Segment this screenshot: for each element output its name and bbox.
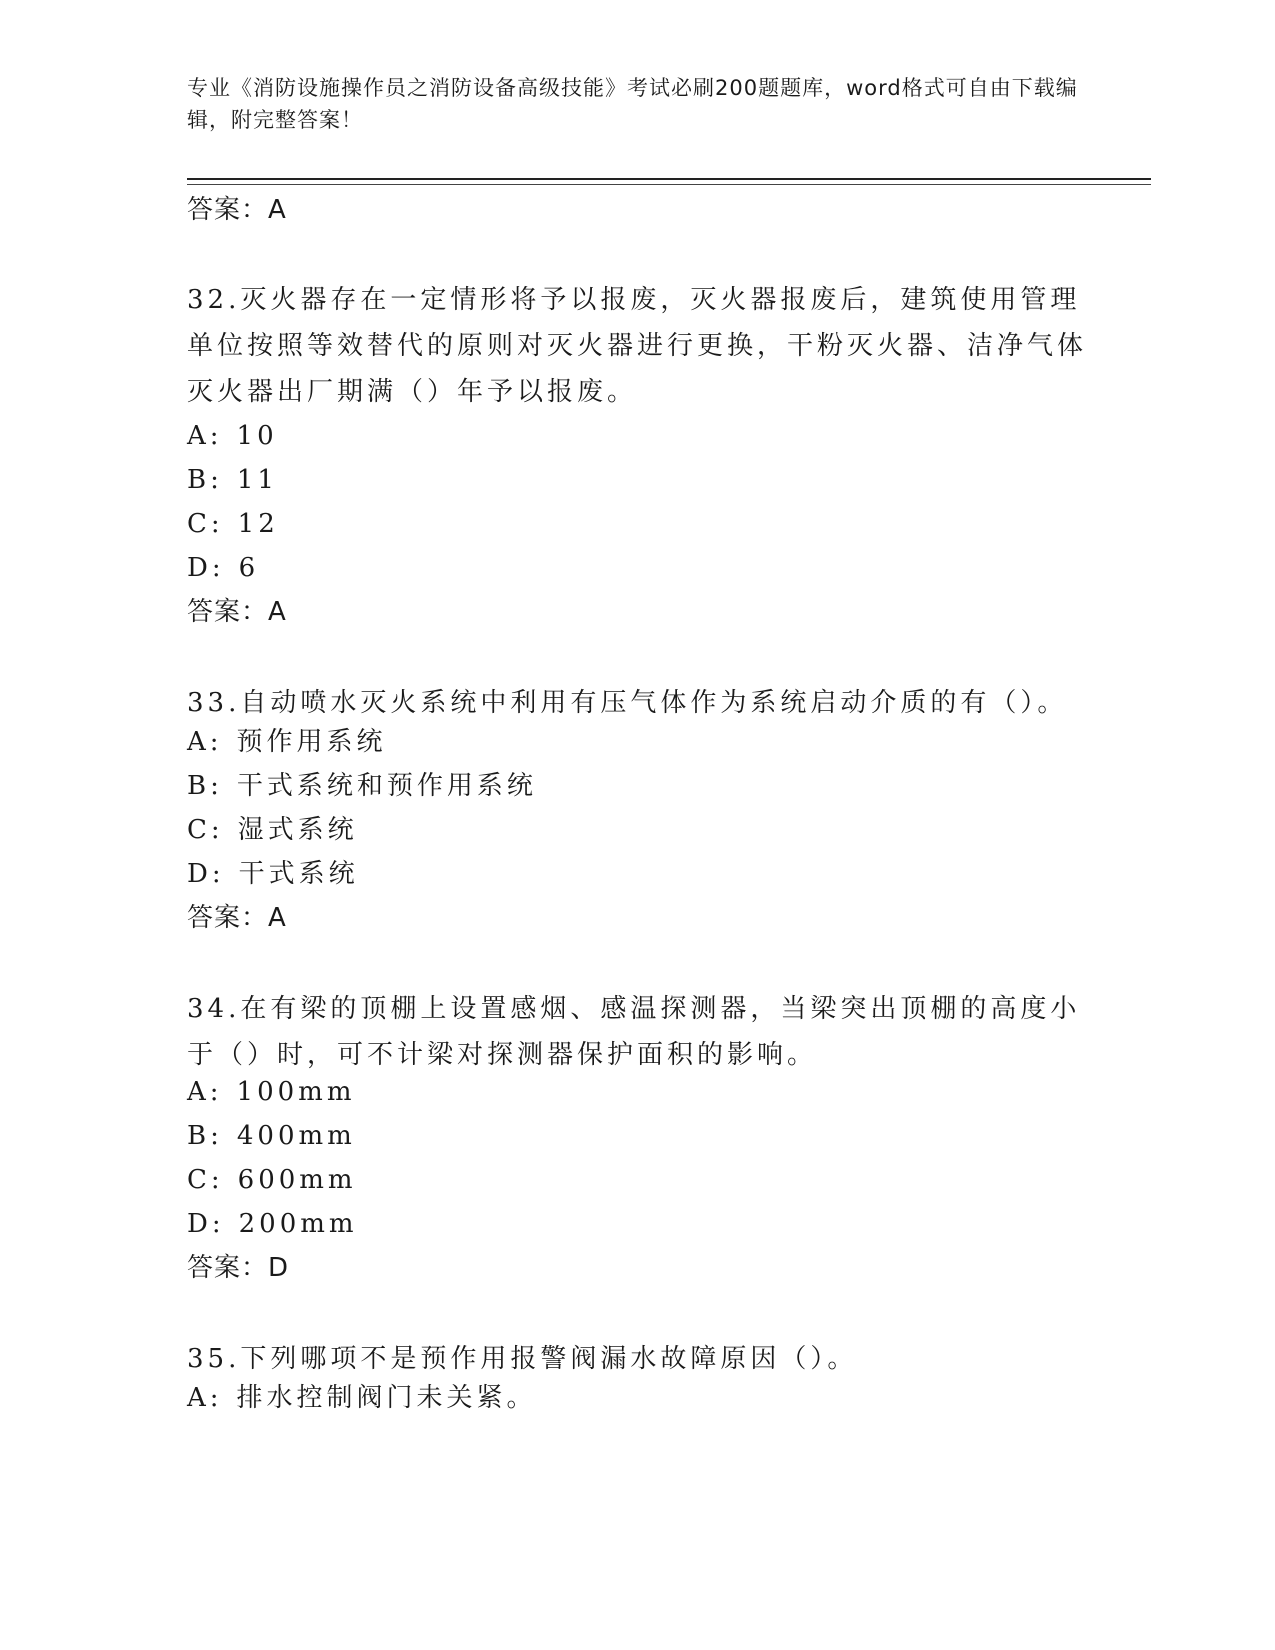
question-34-option-b xyxy=(187,1120,356,1152)
question-33-option-c xyxy=(187,814,358,846)
option-text: 干式系统 xyxy=(238,859,359,889)
option-text: 10 xyxy=(236,421,278,451)
option-letter: D: xyxy=(187,1209,225,1239)
question-34-option-a xyxy=(187,1076,355,1108)
question-32-option-d xyxy=(187,552,259,584)
question-32-stem: 32.灭火器存在一定情形将予以报废，灭火器报废后，建筑使用管理单位按照等效替代的原则对灭火器进行更换，干粉灭火器、洁净气体灭火器出厂期满（）年予以报废。 xyxy=(187,285,1088,407)
document-header: 专业《消防设施操作员之消防设备高级技能》考试必刷200题题库，word格式可自由下载编辑，附完整答案！ xyxy=(187,76,1078,132)
answer-line-34 xyxy=(187,1252,289,1284)
answer-label: 答案： xyxy=(187,903,269,933)
question-32-option-c xyxy=(187,508,279,540)
answer-label: 答案： xyxy=(187,1253,269,1283)
question-34-stem: 34.在有梁的顶棚上设置感烟、感温探测器，当梁突出顶棚的高度小于（）时，可不计梁对探测器保护面积的影响。 xyxy=(187,994,1081,1070)
question-32-option-b xyxy=(187,464,278,496)
question-33-option-a xyxy=(187,726,387,758)
option-letter: D: xyxy=(187,553,225,583)
option-text: 400mm xyxy=(236,1121,356,1151)
option-letter: B: xyxy=(187,465,223,495)
question-33-stem: 33.自动喷水灭火系统中利用有压气体作为系统启动介质的有（）。 xyxy=(187,688,1068,718)
option-text: 11 xyxy=(236,465,278,495)
answer-value: A xyxy=(268,903,287,933)
option-letter: B: xyxy=(187,1121,223,1151)
answer-value: A xyxy=(268,597,287,627)
question-34-option-c xyxy=(187,1164,357,1196)
answer-line-33 xyxy=(187,902,287,934)
answer-label: 答案： xyxy=(187,195,269,225)
answer-line-32 xyxy=(187,596,287,628)
option-letter: A: xyxy=(187,1077,223,1107)
question-34-option-d xyxy=(187,1208,358,1240)
option-text: 200mm xyxy=(238,1209,358,1239)
question-33-option-b xyxy=(187,770,537,802)
option-text: 6 xyxy=(238,553,260,583)
option-letter: C: xyxy=(187,1165,224,1195)
question-33-option-d xyxy=(187,858,359,890)
option-text: 湿式系统 xyxy=(237,815,358,845)
option-text: 预作用系统 xyxy=(236,727,387,757)
question-35-stem: 35.下列哪项不是预作用报警阀漏水故障原因（）。 xyxy=(187,1344,858,1374)
option-text: 600mm xyxy=(237,1165,357,1195)
answer-line-31 xyxy=(187,194,287,226)
answer-value: A xyxy=(268,195,287,225)
option-letter: D: xyxy=(187,859,225,889)
option-text: 干式系统和预作用系统 xyxy=(236,771,537,801)
question-32-option-a xyxy=(187,420,278,452)
question-35-option-a xyxy=(187,1382,537,1414)
option-letter: A: xyxy=(187,1383,223,1413)
option-letter: A: xyxy=(187,421,223,451)
answer-value: D xyxy=(268,1253,290,1283)
option-text: 100mm xyxy=(236,1077,356,1107)
option-letter: A: xyxy=(187,727,223,757)
option-letter: C: xyxy=(187,509,224,539)
header-rule-thin xyxy=(187,184,1151,185)
header-rule-thick xyxy=(187,178,1151,180)
answer-label: 答案： xyxy=(187,597,269,627)
option-letter: C: xyxy=(187,815,224,845)
option-letter: B: xyxy=(187,771,223,801)
option-text: 排水控制阀门未关紧。 xyxy=(236,1383,537,1413)
option-text: 12 xyxy=(237,509,279,539)
